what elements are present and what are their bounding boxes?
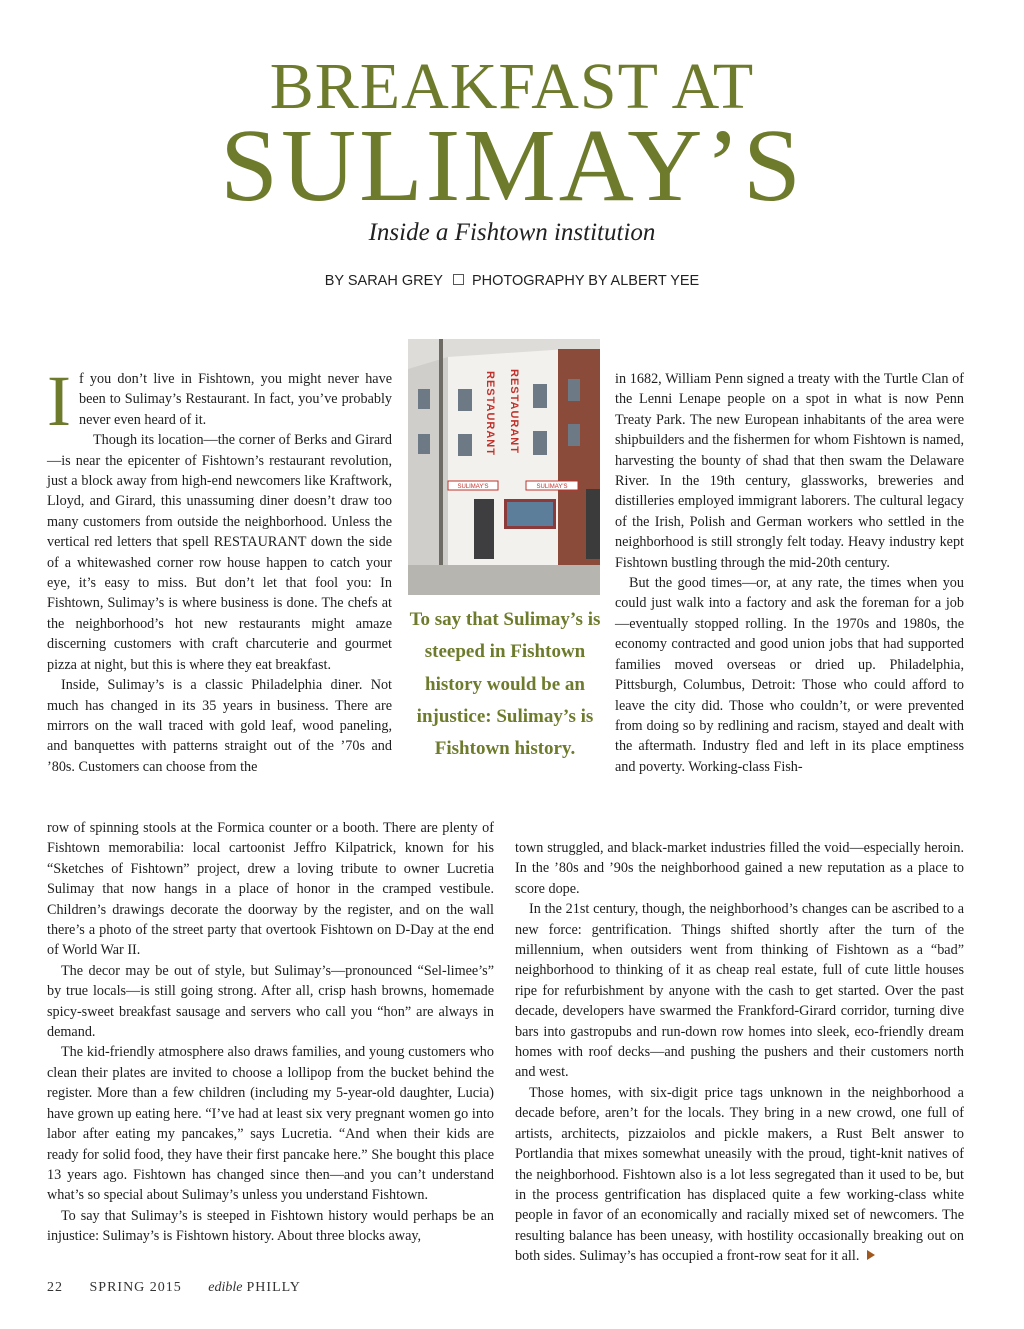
article-paragraph: town struggled, and black-market industries filled the void—especially heroin. In the ’80s and ’90s the neighborhood gained a new reputation as a place to score dope. [515, 840, 964, 897]
title-line-2: SULIMAY’S [220, 108, 804, 223]
byline-photographer: PHOTOGRAPHY BY ALBERT YEE [471, 273, 700, 289]
article-paragraph: But the good times—or, at any rate, the times when you could just walk into a factory and ask the foreman for a job—eventually stopped rolling. In the 1970s and 1980s, the economy contracted and good union jobs that had supported families moved overseas or dried up. Philadelphia, Pittsburgh, Columbus, Detroit: Those who could afford to leave the city did. Those who couldn’t, or were prevented from doing so by redlining and racism, stayed and dealt with the aftermath. Industry fled and left in its place emptiness and poverty. Working-class Fish- [615, 575, 964, 775]
issue-date: SPRING 2015 [89, 1280, 182, 1295]
byline [0, 273, 1024, 289]
article-paragraph: Though its location—the corner of Berks and Girard—is near the epicenter of Fishtown’s restaurant revolution, just a block away from high-end newcomers like Kraftwork, Lloyd, and Girard, this unassuming diner doesn’t draw too many customers from outside the neighborhood. Unless the vertical red letters that spell RESTAURANT down the side of a whitewashed corner row house happen to catch your eye, it’s easy to miss. But don’t let that fool you: In Fishtown, Sulimay’s is where business is done. The chefs at the neighborhood’s hot new restaurants might amaze discerning customers with craft charcuterie and gourmet pizza at night, but this is where they eat breakfast. [47, 432, 392, 673]
sign-vertical-left: RESTAURANT [484, 371, 496, 456]
article-column-right [615, 369, 964, 777]
sign-vertical-right: RESTAURANT [508, 369, 520, 454]
drop-cap: I [47, 361, 71, 441]
article-paragraph [47, 361, 392, 441]
article-paragraph: Inside, Sulimay’s is a classic Philadelphia diner. Not much has changed in its 35 years in business. There are mirrors on the wall traced with gold leaf, wood paneling, and banquettes with patterns straight out of the ’70s and ’80s. Customers can choose from the [47, 677, 392, 775]
paragraph-text: Those homes, with six-digit price tags unknown in the neighborhood a decade before, aren’t for the locals. They bring in a new crowd, one full of artists, architects, pizzaiolos and pickle makers, a Rust Belt answer to Portlandia that mixes somewhat uneasily with the proud, tight-knit natives of the neighborhood. Fishtown also is a lot less segregated than it used to be, but in the process gentrification has displaced quite a few working-class white people in favor of an economically and racially mixed set of newcomers. The resulting balance has been uneasy, with hostility occasionally breaking out on both sides. Sulimay’s has occupied a front-row seat for it all. [515, 1084, 964, 1265]
article-paragraph: To say that Sulimay’s is steeped in Fishtown history would perhaps be an injustice: Sulimay’s is Fishtown history. About three blocks away, [47, 1207, 494, 1245]
article-paragraph: In the 21st century, though, the neighborhood’s changes can be ascribed to a new force: gentrification. Things shifted shortly after the turn of the millennium, when outsiders went from thinking of Fishtown as a “bad” neighborhood to thinking of it as cheap real estate, full of cute little houses ripe for refurbishment by anyone with the cash to get started. Over the past decade, developers have swarmed the Frankford-Girard corridor, turning dive bars into gastropubs and run-down row homes into sleek, eco-friendly dream homes with roof decks—and pushing the pushers and their customers north and west. [515, 901, 964, 1081]
article-paragraph: in 1682, William Penn signed a treaty with the Turtle Clan of the Lenni Lenape people on a spot in what is now Penn Treaty Park. The new European inhabitants of the area were shipbuilders and the fishermen for whom Fishtown is named, harvesting the bounty of shad that then swam the Delaware River. In the 19th century, glassworks, breweries and distilleries employed immigrant laborers. The cultural legacy of the Irish, Polish and German workers who settled in the neighborhood is still strongly felt today. Heavy industry kept Fishtown bustling through the mid-20th century. [615, 371, 964, 571]
article-paragraph: The kid-friendly atmosphere also draws families, and young customers who clean their plates are invited to choose a lollipop from the bucket behind the register. More than a few children (including my 5-year-old daughter, Lucia) have grown up eating here. “I’ve had at least six very pregnant women go into labor after eating my pancakes,” says Lucretia. “And when their kids are ready for solid food, they have their first pancake here.” She bought this place 13 years ago. Fishtown has changed since then—and you can’t understand what’s so special about Sulimay’s unless you understand Fishtown. [47, 1044, 494, 1204]
article-paragraph [515, 1083, 964, 1267]
continue-arrow-icon [867, 1250, 875, 1260]
article-column-right-lower [515, 838, 964, 1267]
restaurant-photo [408, 339, 600, 595]
article-paragraph: row of spinning stools at the Formica counter or a booth. There are plenty of Fishtown memorabilia: local cartoonist Jeffro Kilpatrick, known for his “Sketches of Fishtown” project, drew a loving tribute to owner Lucretia Sulimay that now hangs in a place of honor in the cramped vestibule. Children’s drawings decorate the doorway by the register, and on the wall there’s a photo of the street party that overtook Fishtown on D-Day at the end of World War II. [47, 820, 494, 959]
article-column-left [47, 361, 392, 777]
building-illustration [408, 339, 600, 595]
pull-quote: To say that Sulimay’s is steeped in Fishtown history would be an injustice: Sulimay’s is Fishtown history. [409, 609, 601, 760]
awning-sign-left: SULIMAY'S [457, 484, 489, 490]
paragraph-text: f you don’t live in Fishtown, you might never have been to Sulimay’s Restaurant. In fact, you’ve probably never even heard of it. [78, 371, 392, 428]
separator-box-icon [453, 274, 464, 285]
page-number: 22 [47, 1280, 63, 1295]
magazine-name-italic: edible [208, 1280, 243, 1295]
title-line-1: BREAKFAST AT [269, 50, 755, 123]
page-footer [47, 1280, 323, 1296]
article-column-left-lower [47, 818, 494, 1247]
magazine-name-city: PHILLY [246, 1280, 301, 1295]
article-paragraph: The decor may be out of style, but Sulimay’s—pronounced “Sel-limee’s” by true locals—is still going strong. After all, crisp hash browns, homemade spicy-sweet breakfast sausage and servers who call you “hon” are always in demand. [47, 962, 494, 1041]
subtitle: Inside a Fishtown institution [368, 219, 656, 246]
byline-author: BY SARAH GREY [324, 273, 443, 289]
awning-sign-right: SULIMAY'S [536, 484, 568, 490]
